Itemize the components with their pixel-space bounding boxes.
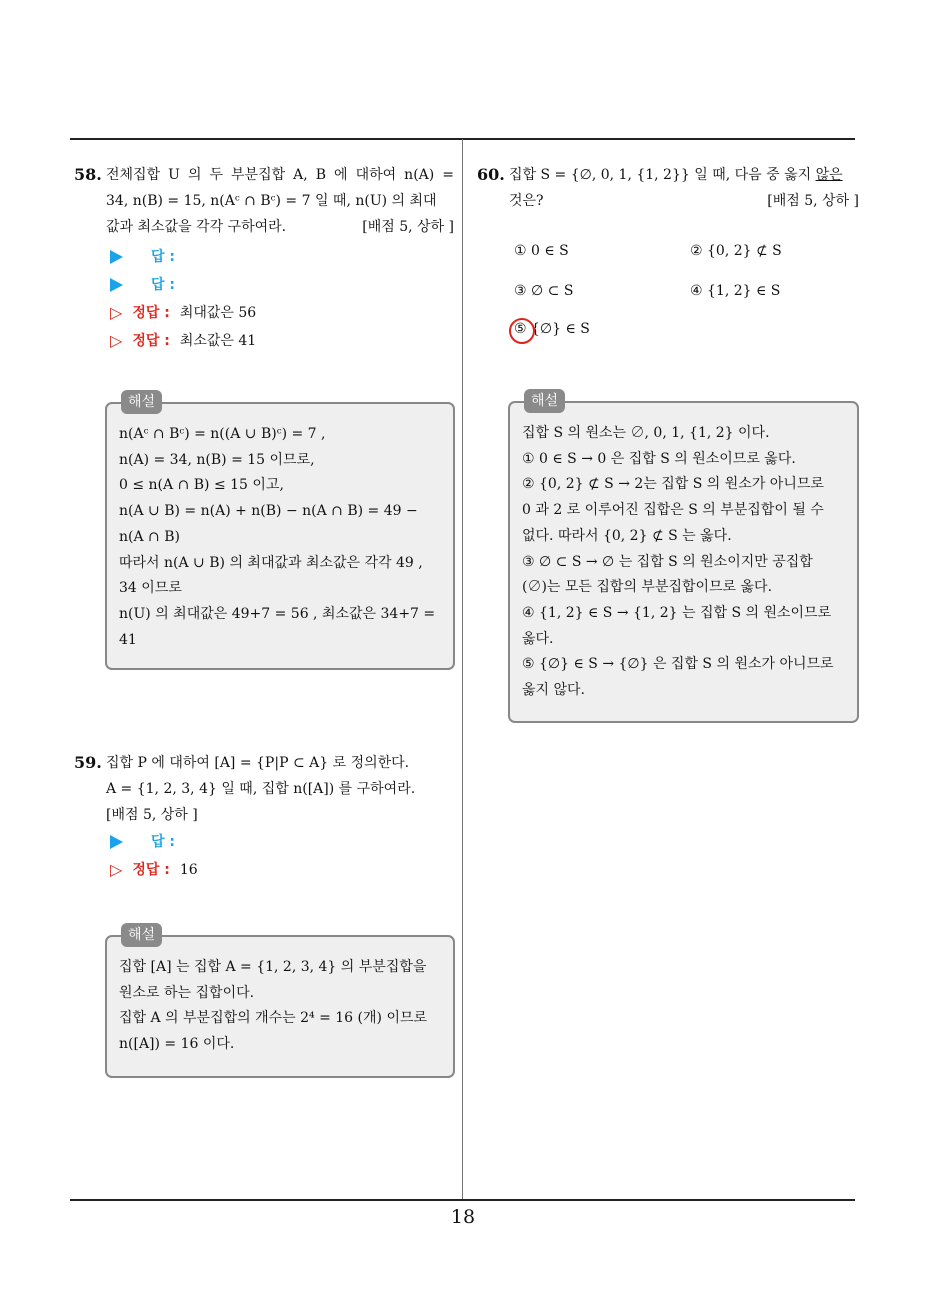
- explanation-line: 0 ≤ n(A ∩ B) ≤ 15 이고,: [119, 477, 284, 494]
- question-text-line: 집합 P 에 대하여 [A] = {P|P ⊂ A} 로 정의한다.: [106, 755, 410, 771]
- underlined-text: 않은: [815, 167, 843, 183]
- explanation-line: (∅)는 모든 집합의 부분집합이므로 옳다.: [522, 579, 773, 596]
- explanation-line: 옳다.: [522, 630, 554, 647]
- question-text-line: 34, n(B) = 15, n(Aᶜ ∩ Bᶜ) = 7 일 때, n(U) 의 최대: [106, 193, 437, 209]
- explanation-line: 옳지 않다.: [522, 682, 585, 699]
- bottom-rule: [70, 1199, 855, 1201]
- question-text-line: 전체집합 U 의 두 부분집합 A, B 에 대하여 n(A) =: [106, 167, 454, 183]
- page-number: 18: [450, 1206, 476, 1228]
- outline-triangle-icon: ▷: [110, 860, 123, 879]
- explanation-line: 0 과 2 로 이루어진 집합은 S 의 부분집합이 될 수: [522, 502, 824, 519]
- play-triangle-icon: [110, 278, 123, 292]
- explanation-line: 34 이므로: [119, 580, 182, 597]
- answer-area-59: [110, 828, 198, 884]
- explanation-tag: 해설: [524, 389, 565, 413]
- question-58: [74, 162, 454, 240]
- explanation-line: ④ {1, 2} ∈ S → {1, 2} 는 집합 S 의 원소이므로: [522, 604, 832, 621]
- correct-answer-row: [110, 327, 256, 355]
- explanation-body: [107, 404, 453, 663]
- explanation-tag: 해설: [121, 923, 162, 947]
- choice-5[interactable]: [514, 321, 590, 337]
- question-text-line-with-points: [509, 188, 859, 214]
- explanation-line: ⑤ {∅} ∈ S → {∅} 은 집합 S 의 원소가 아니므로: [522, 656, 834, 673]
- explanation-line: n(A ∩ B): [119, 528, 180, 545]
- correct-answer-value: 16: [179, 862, 198, 878]
- answer-area-58: [110, 243, 256, 355]
- points-label: [배점 5, 상하 ]: [106, 807, 198, 823]
- choice-1[interactable]: ① 0 ∈ S: [514, 243, 569, 259]
- explanation-line: 없다. 따라서 {0, 2} ⊄ S 는 옳다.: [522, 527, 732, 544]
- question-60: [477, 162, 859, 214]
- correct-answer-row: [110, 856, 198, 884]
- explanation-line: n(A ∪ B) = n(A) + n(B) − n(A ∩ B) = 49 −: [119, 503, 418, 520]
- question-59: [74, 750, 454, 828]
- choice-4[interactable]: ④ {1, 2} ∈ S: [690, 283, 781, 299]
- question-number: 59.: [74, 753, 102, 772]
- question-text-line: A = {1, 2, 3, 4} 일 때, 집합 n([A]) 를 구하여라.: [106, 781, 416, 797]
- correct-answer-row: [110, 299, 256, 327]
- explanation-body: [107, 937, 453, 1068]
- points-label: [배점 5, 상하 ]: [362, 219, 454, 235]
- choice-list: [514, 243, 844, 353]
- choice-2[interactable]: ② {0, 2} ⊄ S: [690, 243, 782, 259]
- explanation-line: n(U) 의 최대값은 49+7 = 56 , 최소값은 34+7 =: [119, 605, 436, 622]
- question-text-prefix: 집합 S = {∅, 0, 1, {1, 2}} 일 때, 다음 중 옳지: [509, 167, 816, 183]
- correct-answer-value: 최대값은 56: [179, 305, 257, 321]
- explanation-line: n(Aᶜ ∩ Bᶜ) = n((A ∪ B)ᶜ) = 7 ,: [119, 426, 326, 442]
- explanation-line: 원소로 하는 집합이다.: [119, 984, 255, 1001]
- question-number: 58.: [74, 165, 102, 184]
- answer-row[interactable]: [110, 828, 198, 856]
- question-text-line: [509, 162, 859, 188]
- correct-answer-label: 정답 :: [132, 333, 170, 349]
- column-divider: [462, 139, 463, 1201]
- explanation-box-58: [105, 394, 455, 670]
- explanation-line: 41: [119, 631, 137, 648]
- answer-label: 답 :: [151, 834, 175, 850]
- question-number: 60.: [477, 165, 505, 184]
- question-text-line: 값과 최소값을 각각 구하여라.: [106, 219, 287, 235]
- explanation-line: 따라서 n(A ∪ B) 의 최대값과 최소값은 각각 49 ,: [119, 554, 423, 571]
- question-text-line-with-points: [106, 214, 454, 240]
- explanation-line: 집합 S 의 원소는 ∅, 0, 1, {1, 2} 이다.: [522, 425, 770, 441]
- explanation-box-59: [105, 927, 455, 1078]
- answer-label: 답 :: [151, 277, 175, 293]
- explanation-body: [510, 403, 857, 714]
- explanation-line: ① 0 ∈ S → 0 은 집합 S 의 원소이므로 옳다.: [522, 450, 796, 467]
- outline-triangle-icon: ▷: [110, 303, 123, 322]
- play-triangle-icon: [110, 835, 123, 849]
- choice-5-label: ⑤ {∅} ∈ S: [514, 321, 590, 337]
- question-text-line: 것은?: [509, 193, 544, 209]
- answer-row[interactable]: [110, 243, 256, 271]
- explanation-line: ② {0, 2} ⊄ S → 2는 집합 S 의 원소가 아니므로: [522, 476, 824, 493]
- correct-answer-label: 정답 :: [132, 305, 170, 321]
- explanation-line: n([A]) = 16 이다.: [119, 1036, 235, 1053]
- outline-triangle-icon: ▷: [110, 331, 123, 350]
- answer-row[interactable]: [110, 271, 256, 299]
- explanation-box-60: [508, 393, 859, 723]
- explanation-tag: 해설: [121, 390, 162, 414]
- points-label: [배점 5, 상하 ]: [767, 193, 859, 209]
- explanation-line: 집합 A 의 부분집합의 개수는 2⁴ = 16 (개) 이므로: [119, 1010, 428, 1027]
- explanation-line: ③ ∅ ⊂ S → ∅ 는 집합 S 의 원소이지만 공집합: [522, 553, 813, 570]
- answer-label: 답 :: [151, 249, 175, 265]
- choice-3[interactable]: ③ ∅ ⊂ S: [514, 283, 574, 299]
- correct-answer-label: 정답 :: [132, 862, 170, 878]
- selected-circle-icon: [509, 318, 535, 344]
- play-triangle-icon: [110, 250, 123, 264]
- explanation-line: n(A) = 34, n(B) = 15 이므로,: [119, 451, 315, 468]
- explanation-line: 집합 [A] 는 집합 A = {1, 2, 3, 4} 의 부분집합을: [119, 959, 427, 975]
- correct-answer-value: 최소값은 41: [179, 333, 257, 349]
